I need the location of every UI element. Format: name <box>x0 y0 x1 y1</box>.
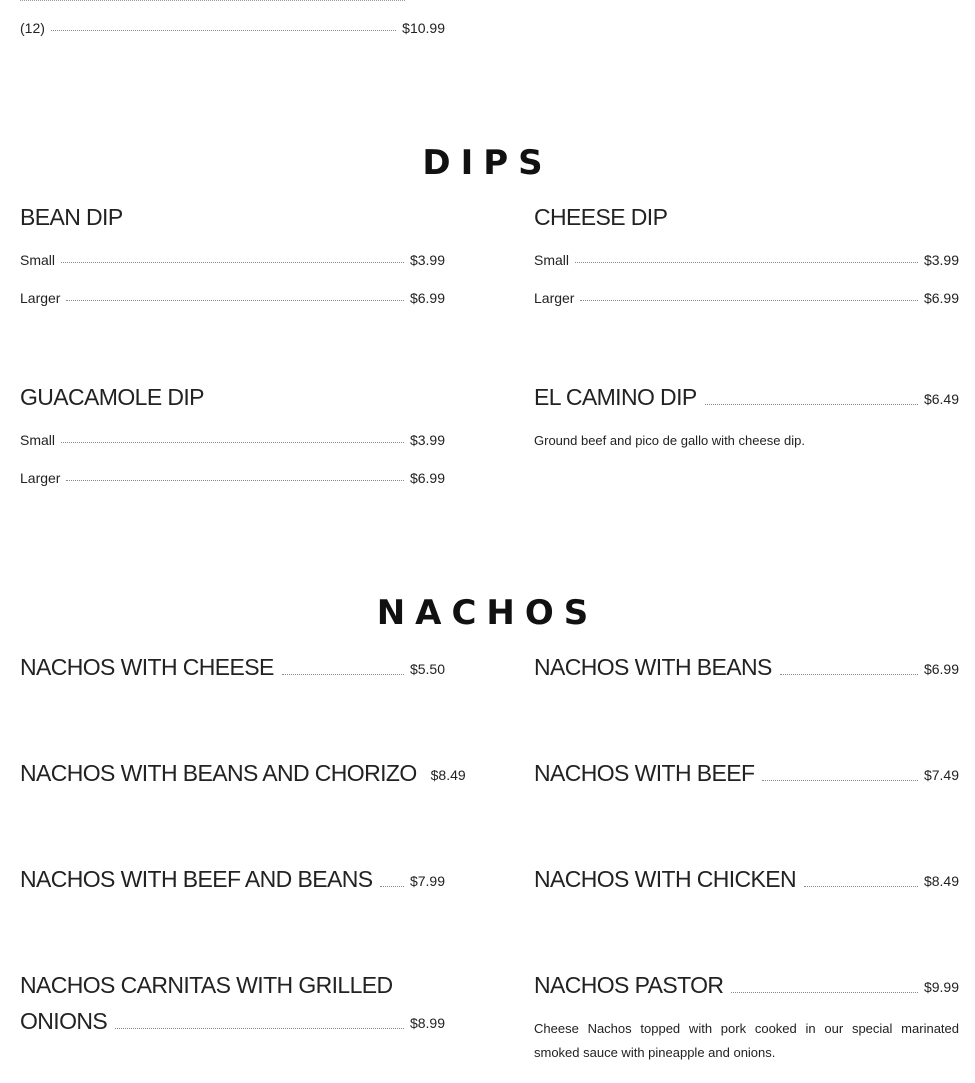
menu-item-nachos-pastor <box>534 972 959 999</box>
dot-leader <box>380 876 403 887</box>
item-name: GUACAMOLE DIP <box>20 384 204 410</box>
dot-leader <box>804 876 918 887</box>
size-label: Small <box>534 252 570 268</box>
item-name: ONIONS <box>20 1008 108 1034</box>
top-item-label: (12) <box>20 20 45 36</box>
menu-item-nachos-beef-beans <box>20 866 445 893</box>
size-label: Small <box>20 252 56 268</box>
item-name: NACHOS WITH BEANS <box>534 654 772 680</box>
dot-leader <box>51 20 396 31</box>
item-price: $5.50 <box>409 661 445 677</box>
dot-leader <box>762 770 918 781</box>
item-description: Ground beef and pico de gallo with cheese dip. <box>534 433 806 448</box>
dot-leader <box>705 394 918 405</box>
item-price: $8.99 <box>409 1015 445 1031</box>
size-price: $6.99 <box>409 290 445 306</box>
dot-leader <box>580 290 917 301</box>
dot-leader <box>575 252 918 263</box>
menu-item-nachos-carnitas-line2 <box>20 1008 445 1035</box>
item-description: Cheese Nachos topped with pork cooked in our special marinated smoked sauce with pineapple and onions. <box>534 1021 959 1060</box>
item-name: NACHOS WITH BEEF <box>534 760 755 786</box>
size-price: $3.99 <box>923 252 959 268</box>
size-row-small <box>534 252 959 272</box>
dot-leader <box>66 290 403 301</box>
item-name: BEAN DIP <box>20 204 123 230</box>
cut-off-item-leader <box>20 0 405 1</box>
dot-leader <box>731 982 918 993</box>
item-name: CHEESE DIP <box>534 204 668 230</box>
item-price: $8.49 <box>430 767 466 783</box>
menu-item-el-camino-dip <box>534 384 959 411</box>
item-name: NACHOS CARNITAS WITH GRILLED <box>20 972 393 998</box>
size-label: Small <box>20 432 56 448</box>
size-price: $6.99 <box>409 470 445 486</box>
dot-leader <box>282 664 404 675</box>
menu-item-nachos-cheese <box>20 654 445 681</box>
size-row-larger <box>20 470 445 490</box>
menu-item-bean-dip <box>20 204 445 231</box>
size-label: Larger <box>534 290 575 306</box>
section-title-nachos: NACHOS <box>376 593 599 633</box>
item-price: $6.99 <box>923 661 959 677</box>
size-label: Larger <box>20 290 61 306</box>
dot-leader <box>61 432 404 443</box>
item-price: $9.99 <box>923 979 959 995</box>
menu-item-guacamole-dip <box>20 384 445 411</box>
size-row-small <box>20 432 445 452</box>
item-price: $7.99 <box>409 873 445 889</box>
item-name: NACHOS WITH CHICKEN <box>534 866 797 892</box>
item-price: $7.49 <box>923 767 959 783</box>
top-item-row <box>20 20 445 40</box>
size-price: $3.99 <box>409 432 445 448</box>
menu-item-nachos-carnitas-line1 <box>20 972 445 999</box>
item-name: NACHOS WITH CHEESE <box>20 654 274 680</box>
menu-item-cheese-dip <box>534 204 959 231</box>
item-name: EL CAMINO DIP <box>534 384 697 410</box>
top-item-price: $10.99 <box>402 20 445 36</box>
size-price: $6.99 <box>923 290 959 306</box>
size-row-small <box>20 252 445 272</box>
section-title-dips: DIPS <box>422 143 553 183</box>
item-name: NACHOS WITH BEEF AND BEANS <box>20 866 373 892</box>
item-name: NACHOS WITH BEANS AND CHORIZO <box>20 760 417 786</box>
item-price: $6.49 <box>923 391 959 407</box>
item-name: NACHOS PASTOR <box>534 972 724 998</box>
dot-leader <box>61 252 404 263</box>
menu-item-nachos-beans-chorizo <box>20 760 466 787</box>
item-price: $8.49 <box>923 873 959 889</box>
menu-item-nachos-beef <box>534 760 959 787</box>
menu-item-nachos-chicken <box>534 866 959 893</box>
dot-leader <box>66 470 403 481</box>
dot-leader <box>780 664 918 675</box>
menu-item-nachos-beans <box>534 654 959 681</box>
dot-leader <box>115 1018 404 1029</box>
size-price: $3.99 <box>409 252 445 268</box>
size-label: Larger <box>20 470 61 486</box>
size-row-larger <box>20 290 445 310</box>
size-row-larger <box>534 290 959 310</box>
